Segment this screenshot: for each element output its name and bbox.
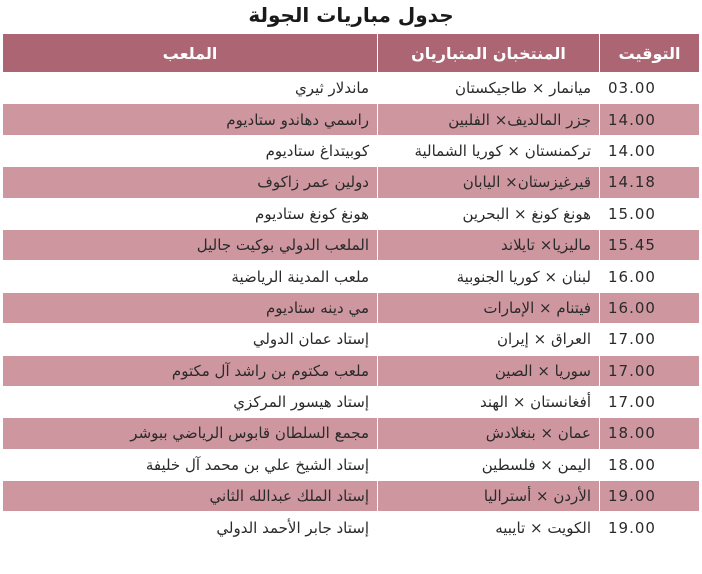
header-time: التوقيت bbox=[600, 34, 700, 73]
match-time: 18.00 bbox=[600, 418, 700, 449]
match-teams: جزر المالديف× الفلبين bbox=[378, 104, 600, 135]
table-row bbox=[3, 324, 700, 355]
table-row bbox=[3, 292, 700, 323]
match-teams: أفغانستان × الهند bbox=[378, 386, 600, 417]
match-teams: الكويت × تايبيه bbox=[378, 512, 600, 543]
match-venue: ملعب المدينة الرياضية bbox=[3, 261, 378, 292]
match-time: 14.18 bbox=[600, 167, 700, 198]
table-row bbox=[3, 449, 700, 480]
table-row bbox=[3, 261, 700, 292]
match-time: 19.00 bbox=[600, 481, 700, 512]
match-time: 14.00 bbox=[600, 135, 700, 166]
table-row bbox=[3, 73, 700, 104]
match-teams: سوريا × الصين bbox=[378, 355, 600, 386]
table-row bbox=[3, 198, 700, 229]
table-row bbox=[3, 104, 700, 135]
match-venue: ملعب مكتوم بن راشد آل مكتوم bbox=[3, 355, 378, 386]
match-time: 19.00 bbox=[600, 512, 700, 543]
match-teams: تركمنستان × كوريا الشمالية bbox=[378, 135, 600, 166]
match-teams: اليمن × فلسطين bbox=[378, 449, 600, 480]
table-row bbox=[3, 355, 700, 386]
table-row bbox=[3, 418, 700, 449]
match-venue: إستاد الشيخ علي بن محمد آل خليفة bbox=[3, 449, 378, 480]
table-row bbox=[3, 481, 700, 512]
table-row bbox=[3, 135, 700, 166]
match-teams: ميانمار × طاجيكستان bbox=[378, 73, 600, 104]
match-teams: هونغ كونغ × البحرين bbox=[378, 198, 600, 229]
match-venue: دولين عمر زاكوف bbox=[3, 167, 378, 198]
match-venue: إستاد عمان الدولي bbox=[3, 324, 378, 355]
match-time: 03.00 bbox=[600, 73, 700, 104]
table-row bbox=[3, 512, 700, 543]
match-venue: راسمي دهاندو ستاديوم bbox=[3, 104, 378, 135]
match-venue: إستاد جابر الأحمد الدولي bbox=[3, 512, 378, 543]
header-row bbox=[3, 34, 700, 73]
match-teams: الأردن × أستراليا bbox=[378, 481, 600, 512]
match-teams: عمان × بنغلادش bbox=[378, 418, 600, 449]
match-venue: هونغ كونغ ستاديوم bbox=[3, 198, 378, 229]
header-match: المنتخبان المتباريان bbox=[378, 34, 600, 73]
match-venue: إستاد هيسور المركزي bbox=[3, 386, 378, 417]
match-venue: مجمع السلطان قابوس الرياضي ببوشر bbox=[3, 418, 378, 449]
header-venue: الملعب bbox=[3, 34, 378, 73]
match-teams: فيتنام × الإمارات bbox=[378, 292, 600, 323]
match-time: 15.45 bbox=[600, 229, 700, 260]
table-row bbox=[3, 229, 700, 260]
match-teams: لبنان × كوريا الجنوبية bbox=[378, 261, 600, 292]
match-venue: ماندلار ثيري bbox=[3, 73, 378, 104]
match-time: 15.00 bbox=[600, 198, 700, 229]
match-time: 17.00 bbox=[600, 386, 700, 417]
match-teams: قيرغيزستان× اليابان bbox=[378, 167, 600, 198]
match-time: 18.00 bbox=[600, 449, 700, 480]
table-row bbox=[3, 386, 700, 417]
match-time: 16.00 bbox=[600, 261, 700, 292]
schedule-table bbox=[2, 33, 700, 544]
match-time: 17.00 bbox=[600, 355, 700, 386]
match-venue: مي دينه ستاديوم bbox=[3, 292, 378, 323]
match-time: 16.00 bbox=[600, 292, 700, 323]
table-row bbox=[3, 167, 700, 198]
match-time: 17.00 bbox=[600, 324, 700, 355]
match-venue: الملعب الدولي بوكيت جاليل bbox=[3, 229, 378, 260]
match-teams: العراق × إيران bbox=[378, 324, 600, 355]
match-time: 14.00 bbox=[600, 104, 700, 135]
match-venue: كوبيتداغ ستاديوم bbox=[3, 135, 378, 166]
page-title: جدول مباريات الجولة bbox=[248, 3, 454, 27]
match-venue: إستاد الملك عبدالله الثاني bbox=[3, 481, 378, 512]
match-teams: ماليزيا× تايلاند bbox=[378, 229, 600, 260]
